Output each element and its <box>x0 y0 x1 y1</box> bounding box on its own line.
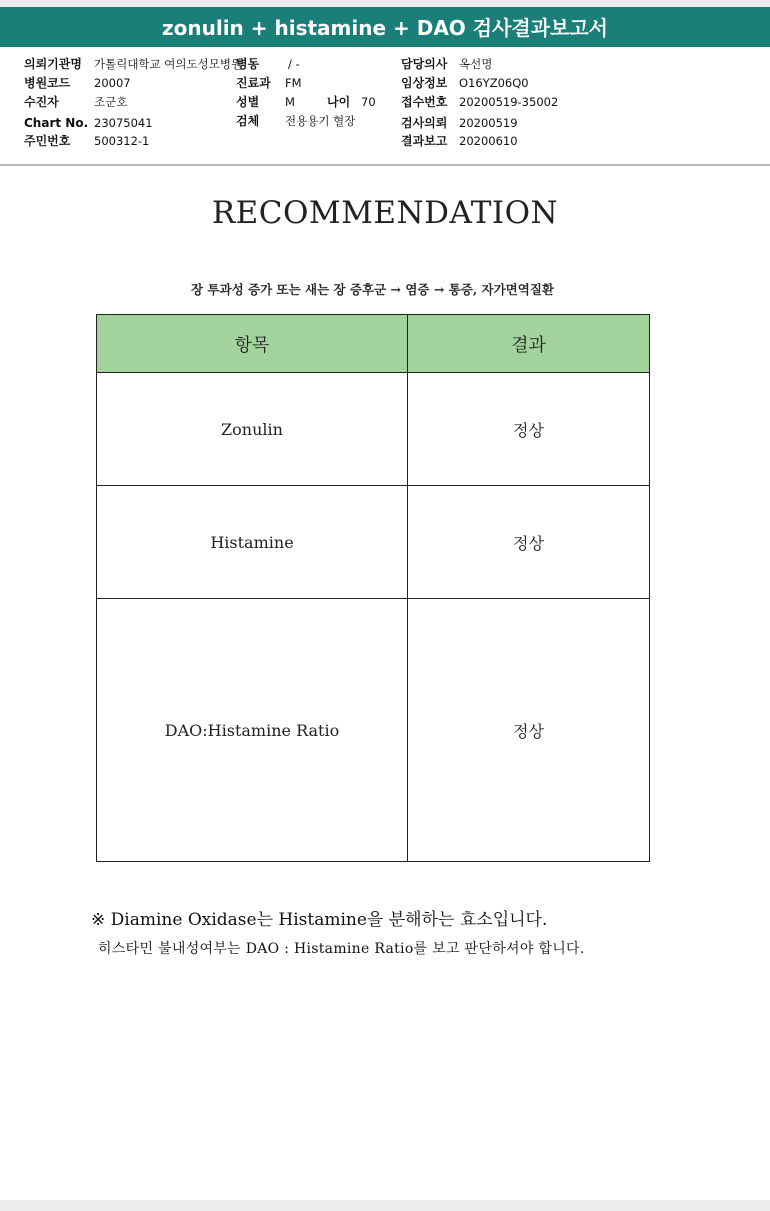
hospital-code <box>24 75 131 91</box>
receipt-number <box>401 94 558 110</box>
table-header-row <box>97 315 650 373</box>
chart-number <box>24 115 153 131</box>
test-request-date <box>401 115 518 131</box>
requesting-institution <box>24 56 242 72</box>
specimen-value: 전용용기 혈장 <box>285 114 356 128</box>
chart-number-label: Chart No. <box>24 116 89 130</box>
patient-info-header <box>0 47 770 165</box>
sex-label: 성별 <box>236 95 260 109</box>
department-value: FM <box>285 76 302 90</box>
resident-number <box>24 133 149 149</box>
patient-name-label: 수진자 <box>24 95 59 109</box>
header-divider <box>0 164 770 166</box>
requesting-institution-value: 가톨릭대학교 여의도성모병원 <box>94 57 243 71</box>
clinical-info-value: O16YZ06Q0 <box>459 76 529 90</box>
attending-physician-value: 옥선명 <box>459 57 493 71</box>
hospital-code-value: 20007 <box>94 76 131 90</box>
specimen-label: 검체 <box>236 114 260 128</box>
hospital-code-label: 병원코드 <box>24 76 71 90</box>
report-title: zonulin + histamine + DAO 검사결과보고서 <box>0 7 770 47</box>
patient-name <box>24 94 127 110</box>
age-value: 70 <box>361 95 376 109</box>
specimen <box>236 113 355 129</box>
sex <box>236 94 376 110</box>
recommendation-title: RECOMMENDATION <box>211 195 559 231</box>
ward <box>236 56 300 72</box>
column-header-result: 결과 <box>408 315 650 373</box>
receipt-number-label: 접수번호 <box>401 95 448 109</box>
result-cell: 정상 <box>408 486 650 599</box>
clinical-info <box>401 75 529 91</box>
department <box>236 75 302 91</box>
test-request-value: 20200519 <box>459 116 518 130</box>
attending-physician <box>401 56 492 72</box>
table-row <box>97 373 650 486</box>
department-label: 진료과 <box>236 76 271 90</box>
result-report-date <box>401 133 518 149</box>
item-cell: Zonulin <box>97 373 408 486</box>
age-label: 나이 <box>327 95 351 109</box>
note-line-2: 히스타민 불내성여부는 DAO : Histamine Ratio를 보고 판단하셔야 합니다. <box>98 941 585 957</box>
recommendation-subtitle: 장 투과성 증가 또는 새는 장 증후군 → 염증 → 통증, 자가면역질환 <box>191 282 554 297</box>
column-header-item: 항목 <box>97 315 408 373</box>
table-row <box>97 599 650 862</box>
result-cell: 정상 <box>408 373 650 486</box>
note-line-1: ※ Diamine Oxidase는 Histamine을 분해하는 효소입니다. <box>91 910 548 930</box>
ward-label: 병동 <box>236 57 260 71</box>
test-request-label: 검사의뢰 <box>401 116 448 130</box>
patient-name-value: 조군호 <box>94 95 128 109</box>
resident-number-value: 500312-1 <box>94 134 150 148</box>
table-row <box>97 486 650 599</box>
requesting-institution-label: 의뢰기관명 <box>24 57 82 71</box>
result-table <box>96 314 650 862</box>
sex-value: M <box>285 95 295 109</box>
result-report-value: 20200610 <box>459 134 518 148</box>
ward-value: / - <box>288 57 300 71</box>
top-strip <box>0 0 770 7</box>
result-cell: 정상 <box>408 599 650 862</box>
item-cell: DAO:Histamine Ratio <box>97 599 408 862</box>
attending-physician-label: 담당의사 <box>401 57 448 71</box>
resident-number-label: 주민번호 <box>24 134 71 148</box>
result-report-label: 결과보고 <box>401 134 448 148</box>
bottom-strip <box>0 1200 770 1211</box>
chart-number-value: 23075041 <box>94 116 153 130</box>
item-cell: Histamine <box>97 486 408 599</box>
receipt-number-value: 20200519-35002 <box>459 95 559 109</box>
clinical-info-label: 임상정보 <box>401 76 448 90</box>
